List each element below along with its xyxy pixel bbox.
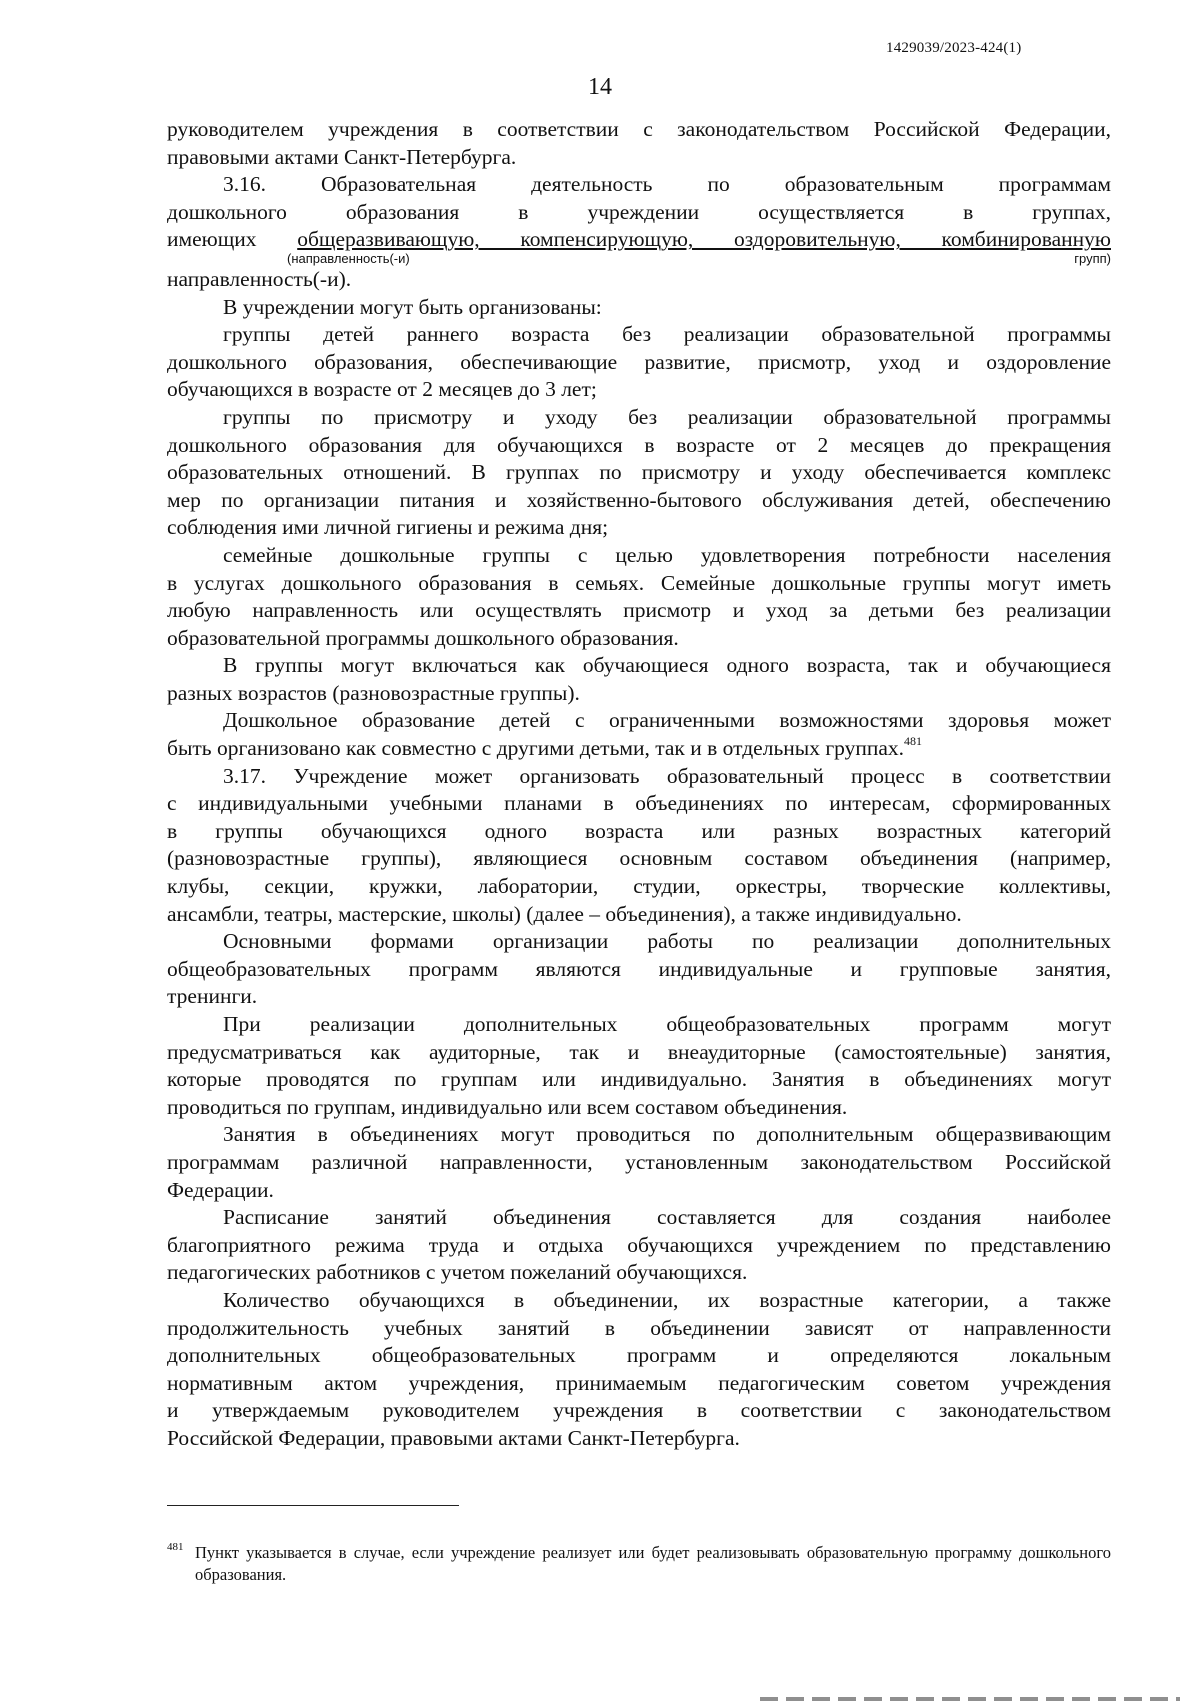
text-line: проводиться по группам, индивидуально или всем составом объединения. — [167, 1094, 848, 1119]
paragraph-classes — [167, 1011, 1111, 1121]
text-line: дополнительных общеобразовательных программ и определяются локальным — [167, 1343, 1111, 1368]
text-line: и утверждаемым руководителем учреждения в соответствии с законодательством — [167, 1398, 1111, 1423]
footnote-text: Пункт указывается в случае, если учреждение реализует или будет реализовывать образовательную программу дошкольного образования. — [195, 1543, 1111, 1584]
paragraph-work-forms — [167, 928, 1111, 1011]
text-line: Занятия в объединениях могут проводиться по дополнительным общеразвивающим — [223, 1122, 1111, 1147]
text-line: благоприятного режима труда и отдыха обучающихся учреждением по представлению — [167, 1232, 1111, 1257]
text-line: группы детей раннего возраста без реализации образовательной программы — [223, 322, 1111, 347]
scan-artifact — [760, 1697, 1180, 1701]
text-line: образовательных отношений. В группах по присмотру и уходу обеспечивается комплекс — [167, 460, 1111, 485]
text-line: любую направленность или осуществлять присмотр и уход за детьми без реализации — [167, 598, 1111, 623]
text-line: Количество обучающихся в объединении, их возрастные категории, а также — [223, 1287, 1111, 1312]
text-line: нормативным актом учреждения, принимаемым педагогическим советом учреждения — [167, 1370, 1111, 1395]
text-line: с индивидуальными учебными планами в объединениях по интересам, сформированных — [167, 791, 1111, 816]
text-line: В группы могут включаться как обучающиеся одного возраста, так и обучающиеся — [223, 653, 1111, 678]
paragraph-3-17 — [167, 763, 1111, 929]
text-fragment: быть организовано как совместно с другими детьми, так и в отдельных группах. — [167, 736, 905, 761]
text-line: руководителем учреждения в соответствии с законодательством Российской Федерации, — [167, 117, 1111, 141]
field-caption: (направленность(-и) групп) — [287, 250, 1111, 266]
paragraph-family-groups — [167, 542, 1111, 652]
text-line: общеобразовательных программ являются индивидуальные и групповые занятия, — [167, 956, 1111, 981]
text-line: 3.17. Учреждение может организовать образовательный процесс в соответствии — [223, 763, 1111, 788]
paragraph-special-needs — [167, 707, 1111, 762]
paragraph-programs — [167, 1121, 1111, 1204]
text-line: Дошкольное образование детей с ограниченными возможностями здоровья может — [223, 708, 1111, 733]
text-line: предусматриваться как аудиторные, так и внеаудиторные (самостоятельные) занятия, — [167, 1039, 1111, 1064]
text-line: (разновозрастные группы), являющиеся основным составом объединения (например, — [167, 846, 1111, 871]
text-line: в группы обучающихся одного возраста или разных возрастных категорий — [167, 818, 1111, 843]
text-line: группы по присмотру и уходу без реализации образовательной программы — [223, 404, 1111, 429]
text-line: правовыми актами Санкт-Петербурга. — [167, 144, 517, 169]
footnote-number: 481 — [167, 1541, 184, 1553]
text-line: продолжительность учебных занятий в объединении зависят от направленности — [167, 1315, 1111, 1340]
text-line: При реализации дополнительных общеобразовательных программ могут — [223, 1012, 1111, 1036]
text-line: направленность(-и). — [167, 266, 352, 291]
paragraph-1 — [167, 116, 1111, 171]
text-line: Основными формами организации работы по реализации дополнительных — [223, 929, 1111, 954]
text-line — [167, 226, 1111, 254]
text-line: дошкольного образования для обучающихся в возрасте от 2 месяцев до прекращения — [167, 432, 1111, 457]
paragraph-student-count — [167, 1287, 1111, 1453]
text-line: которые проводятся по группам или индивидуально. Занятия в объединениях могут — [167, 1067, 1111, 1092]
document-body — [167, 116, 1111, 1453]
text-line: программам различной направленности, установленным законодательством Российской — [167, 1149, 1111, 1174]
paragraph-early-age-groups — [167, 321, 1111, 404]
text-line: клубы, секции, кружки, лаборатории, студии, оркестры, творческие коллективы, — [167, 874, 1111, 899]
page-number: 14 — [588, 74, 612, 100]
paragraph-schedule — [167, 1204, 1111, 1287]
paragraph-3-16 — [167, 171, 1111, 293]
text-line: Федерации. — [167, 1177, 274, 1202]
text-line: обучающихся в возрасте от 2 месяцев до 3 лет; — [167, 377, 597, 402]
paragraph-mixed-age — [167, 652, 1111, 707]
text-line: в услугах дошкольного образования в семьях. Семейные дошкольные группы могут иметь — [167, 570, 1111, 595]
text-line: Расписание занятий объединения составляется для создания наиболее — [223, 1205, 1111, 1230]
footnote-reference: 481 — [904, 734, 923, 749]
text-line: педагогических работников с учетом пожеланий обучающихся. — [167, 1260, 748, 1285]
text-line: дошкольного образования, обеспечивающие развитие, присмотр, уход и оздоровление — [167, 349, 1111, 374]
text-line — [167, 735, 1111, 763]
footnote-divider — [167, 1505, 459, 1506]
text-line: дошкольного образования в учреждении осуществляется в группах, — [167, 199, 1111, 224]
text-line: 3.16. Образовательная деятельность по образовательным программам — [223, 172, 1111, 197]
text-line: мер по организации питания и хозяйственно-бытового обслуживания детей, обеспечению — [167, 487, 1111, 512]
text-line: семейные дошкольные группы с целью удовлетворения потребности населения — [223, 542, 1111, 567]
text-line: образовательной программы дошкольного образования. — [167, 625, 679, 650]
text-line: разных возрастов (разновозрастные группы). — [167, 680, 580, 705]
text-line: ансамбли, театры, мастерские, школы) (далее – объединения), а также индивидуально. — [167, 901, 962, 926]
text-line: В учреждении могут быть организованы: — [223, 294, 602, 319]
text-line: Российской Федерации, правовыми актами Санкт-Петербурга. — [167, 1425, 740, 1450]
text-fragment: имеющих — [167, 227, 298, 252]
document-id: 1429039/2023-424(1) — [886, 40, 1022, 56]
footnote — [167, 1542, 1111, 1586]
text-line: соблюдения ими личной гигиены и режима дня; — [167, 515, 609, 540]
paragraph-groups-intro — [167, 294, 1111, 322]
text-line: тренинги. — [167, 984, 258, 1009]
underlined-field-value: общеразвивающую, компенсирующую, оздоровительную, комбинированную — [297, 227, 1111, 252]
paragraph-care-groups — [167, 404, 1111, 542]
